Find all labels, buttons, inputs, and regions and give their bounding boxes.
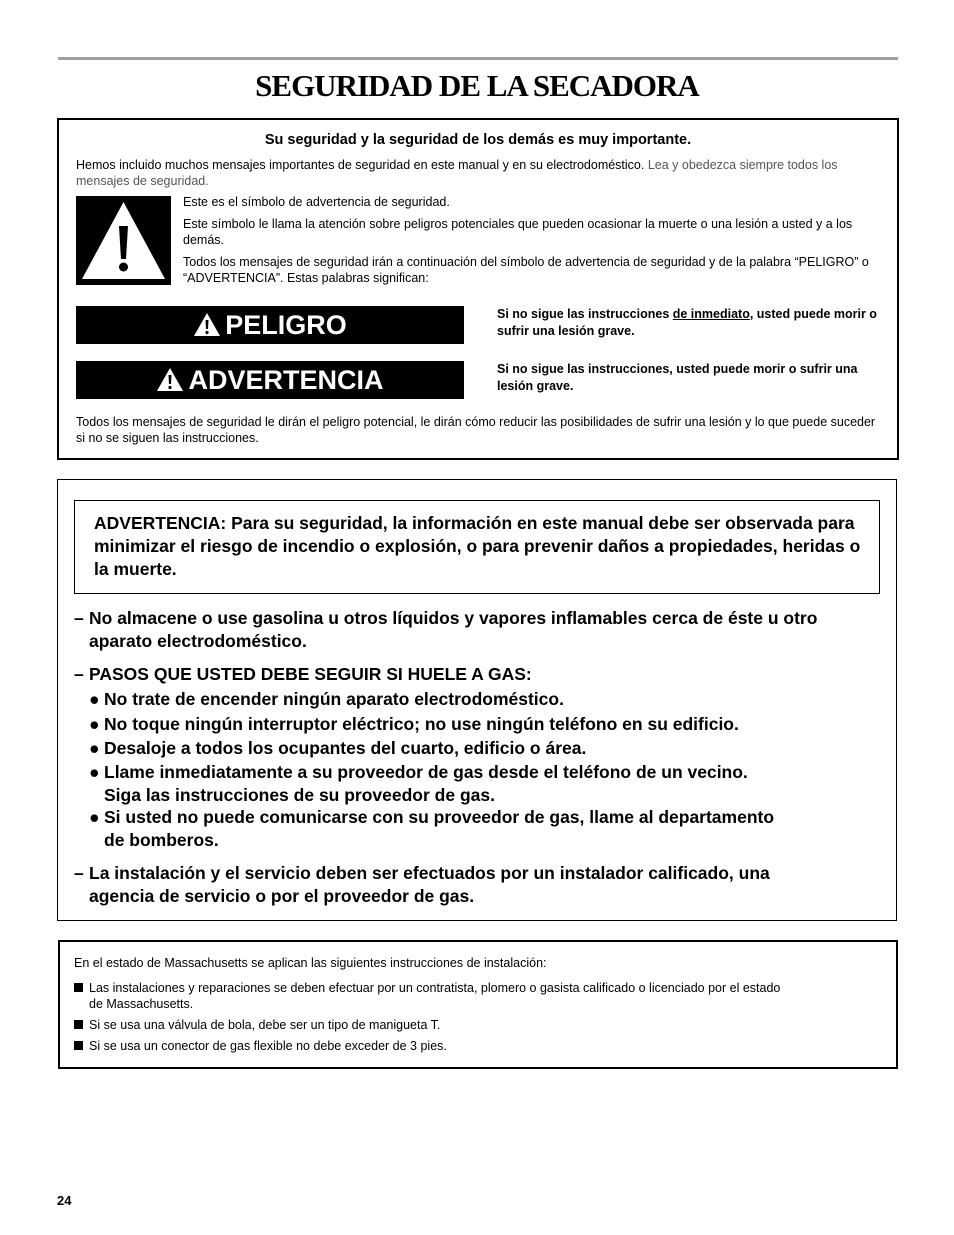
gas-item-storage-line1: No almacene o use gasolina u otros líquidos y vapores inflamables cerca de éste u otro [89,608,818,628]
dash-marker: – [74,608,84,628]
gas-step-5 [89,806,849,852]
bullet-dot: ● [89,762,100,782]
bullet-dot: ● [89,689,100,709]
page-number: 24 [57,1193,72,1208]
massachusetts-item-3 [74,1038,874,1054]
bullet-dot: ● [89,738,100,758]
gas-warning-box [57,479,897,921]
danger-desc-post: , usted puede morir o sufrir una lesión grave. [497,307,877,338]
danger-desc-pre: Si no sigue las instrucciones [497,307,673,321]
massachusetts-item-1-line1: Las instalaciones y reparaciones se deben efectuar por un contratista, plomero o gasista calificado o licenciado por el estado [89,981,781,995]
warning-alert-icon [156,367,184,392]
gas-warning-inner-box [74,500,880,594]
bullet-dot: ● [89,714,100,734]
symbol-line-3: Todos los mensajes de seguridad irán a continuación del símbolo de advertencia de seguridad y de la palabra “PELIGRO” o “ADVERTENCIA”. Estas palabras significan: [183,255,869,285]
square-bullet-icon [74,1041,83,1050]
dash-marker: – [74,863,84,883]
gas-item-installation-line2: agencia de servicio o por el proveedor de gas. [89,886,475,906]
massachusetts-item-1 [74,980,874,1012]
danger-desc-underline: de inmediato [672,307,750,321]
symbol-line-1: Este es el símbolo de advertencia de seguridad. [183,195,450,209]
gas-warning-text: ADVERTENCIA: Para su seguridad, la información en este manual debe ser observada para minimizar el riesgo de incendio o explosión, o para prevenir daños a propiedades, heridas o la muerte. [94,513,861,579]
gas-step-2 [89,713,849,736]
safety-intro [76,157,876,189]
gas-step-1 [89,688,849,711]
symbol-line-2: Este símbolo le llama la atención sobre peligros potenciales que pueden ocasionar la muerte o una lesión a usted y a los demás. [183,217,853,247]
massachusetts-item-2-text: Si se usa una válvula de bola, debe ser un tipo de manigueta T. [89,1018,441,1032]
square-bullet-icon [74,1020,83,1029]
dash-marker: – [74,664,84,684]
gas-step-5-line2: de bomberos. [104,830,219,850]
gas-item-installation-line1: La instalación y el servicio deben ser efectuados por un instalador calificado, una [89,863,770,883]
gas-step-4-line2: Siga las instrucciones de su proveedor de gas. [104,785,495,805]
danger-description [497,306,882,340]
safety-heading: Su seguridad y la seguridad de los demás es muy importante. [264,132,692,148]
safety-intro-main: Hemos incluido muchos mensajes importantes de seguridad en este manual y en su electrodoméstico. [76,158,645,172]
safety-info-box [57,118,899,460]
gas-step-4-line1: Llame inmediatamente a su proveedor de gas desde el teléfono de un vecino. [104,762,748,782]
square-bullet-icon [74,983,83,992]
gas-step-3-text: Desaloje a todos los ocupantes del cuarto, edificio o área. [104,738,587,758]
warning-label: ADVERTENCIA [188,365,384,395]
massachusetts-lead: En el estado de Massachusetts se aplican las siguientes instrucciones de instalación: [74,956,547,970]
bullet-dot: ● [89,807,100,827]
gas-step-5-line1: Si usted no puede comunicarse con su proveedor de gas, llame al departamento [104,807,775,827]
danger-alert-icon [193,312,221,337]
warning-description: Si no sigue las instrucciones, usted puede morir o sufrir una lesión grave. [497,362,858,393]
page-title: SEGURIDAD DE LA SECADORA [255,68,699,103]
massachusetts-item-3-text: Si se usa un conector de gas flexible no debe exceder de 3 pies. [89,1039,447,1053]
safety-alert-symbol-icon [76,196,171,285]
gas-step-4 [89,761,849,807]
massachusetts-item-2 [74,1017,874,1033]
gas-steps-heading-text: PASOS QUE USTED DEBE SEGUIR SI HUELE A GAS: [89,664,532,684]
safety-intro-gray: Lea y obedezca siempre todos los mensajes de seguridad. [76,158,838,188]
gas-item-installation [74,862,884,908]
gas-step-2-text: No toque ningún interruptor eléctrico; no use ningún teléfono en su edificio. [104,714,739,734]
gas-item-steps-heading [74,663,884,686]
safety-footer: Todos los mensajes de seguridad le dirán el peligro potencial, le dirán cómo reducir las posibilidades de sufrir una lesión y lo que puede suceder si no se siguen las instrucciones. [76,415,876,445]
warning-bar [76,361,464,399]
danger-bar [76,306,464,344]
top-rule [58,57,898,60]
massachusetts-item-1-line2: de Massachusetts. [89,997,194,1011]
massachusetts-box [58,940,898,1069]
gas-step-3 [89,737,849,760]
gas-step-1-text: No trate de encender ningún aparato electrodoméstico. [104,689,564,709]
gas-item-storage [74,607,884,653]
gas-item-storage-line2: aparato electrodoméstico. [89,631,307,651]
danger-label: PELIGRO [225,310,347,340]
